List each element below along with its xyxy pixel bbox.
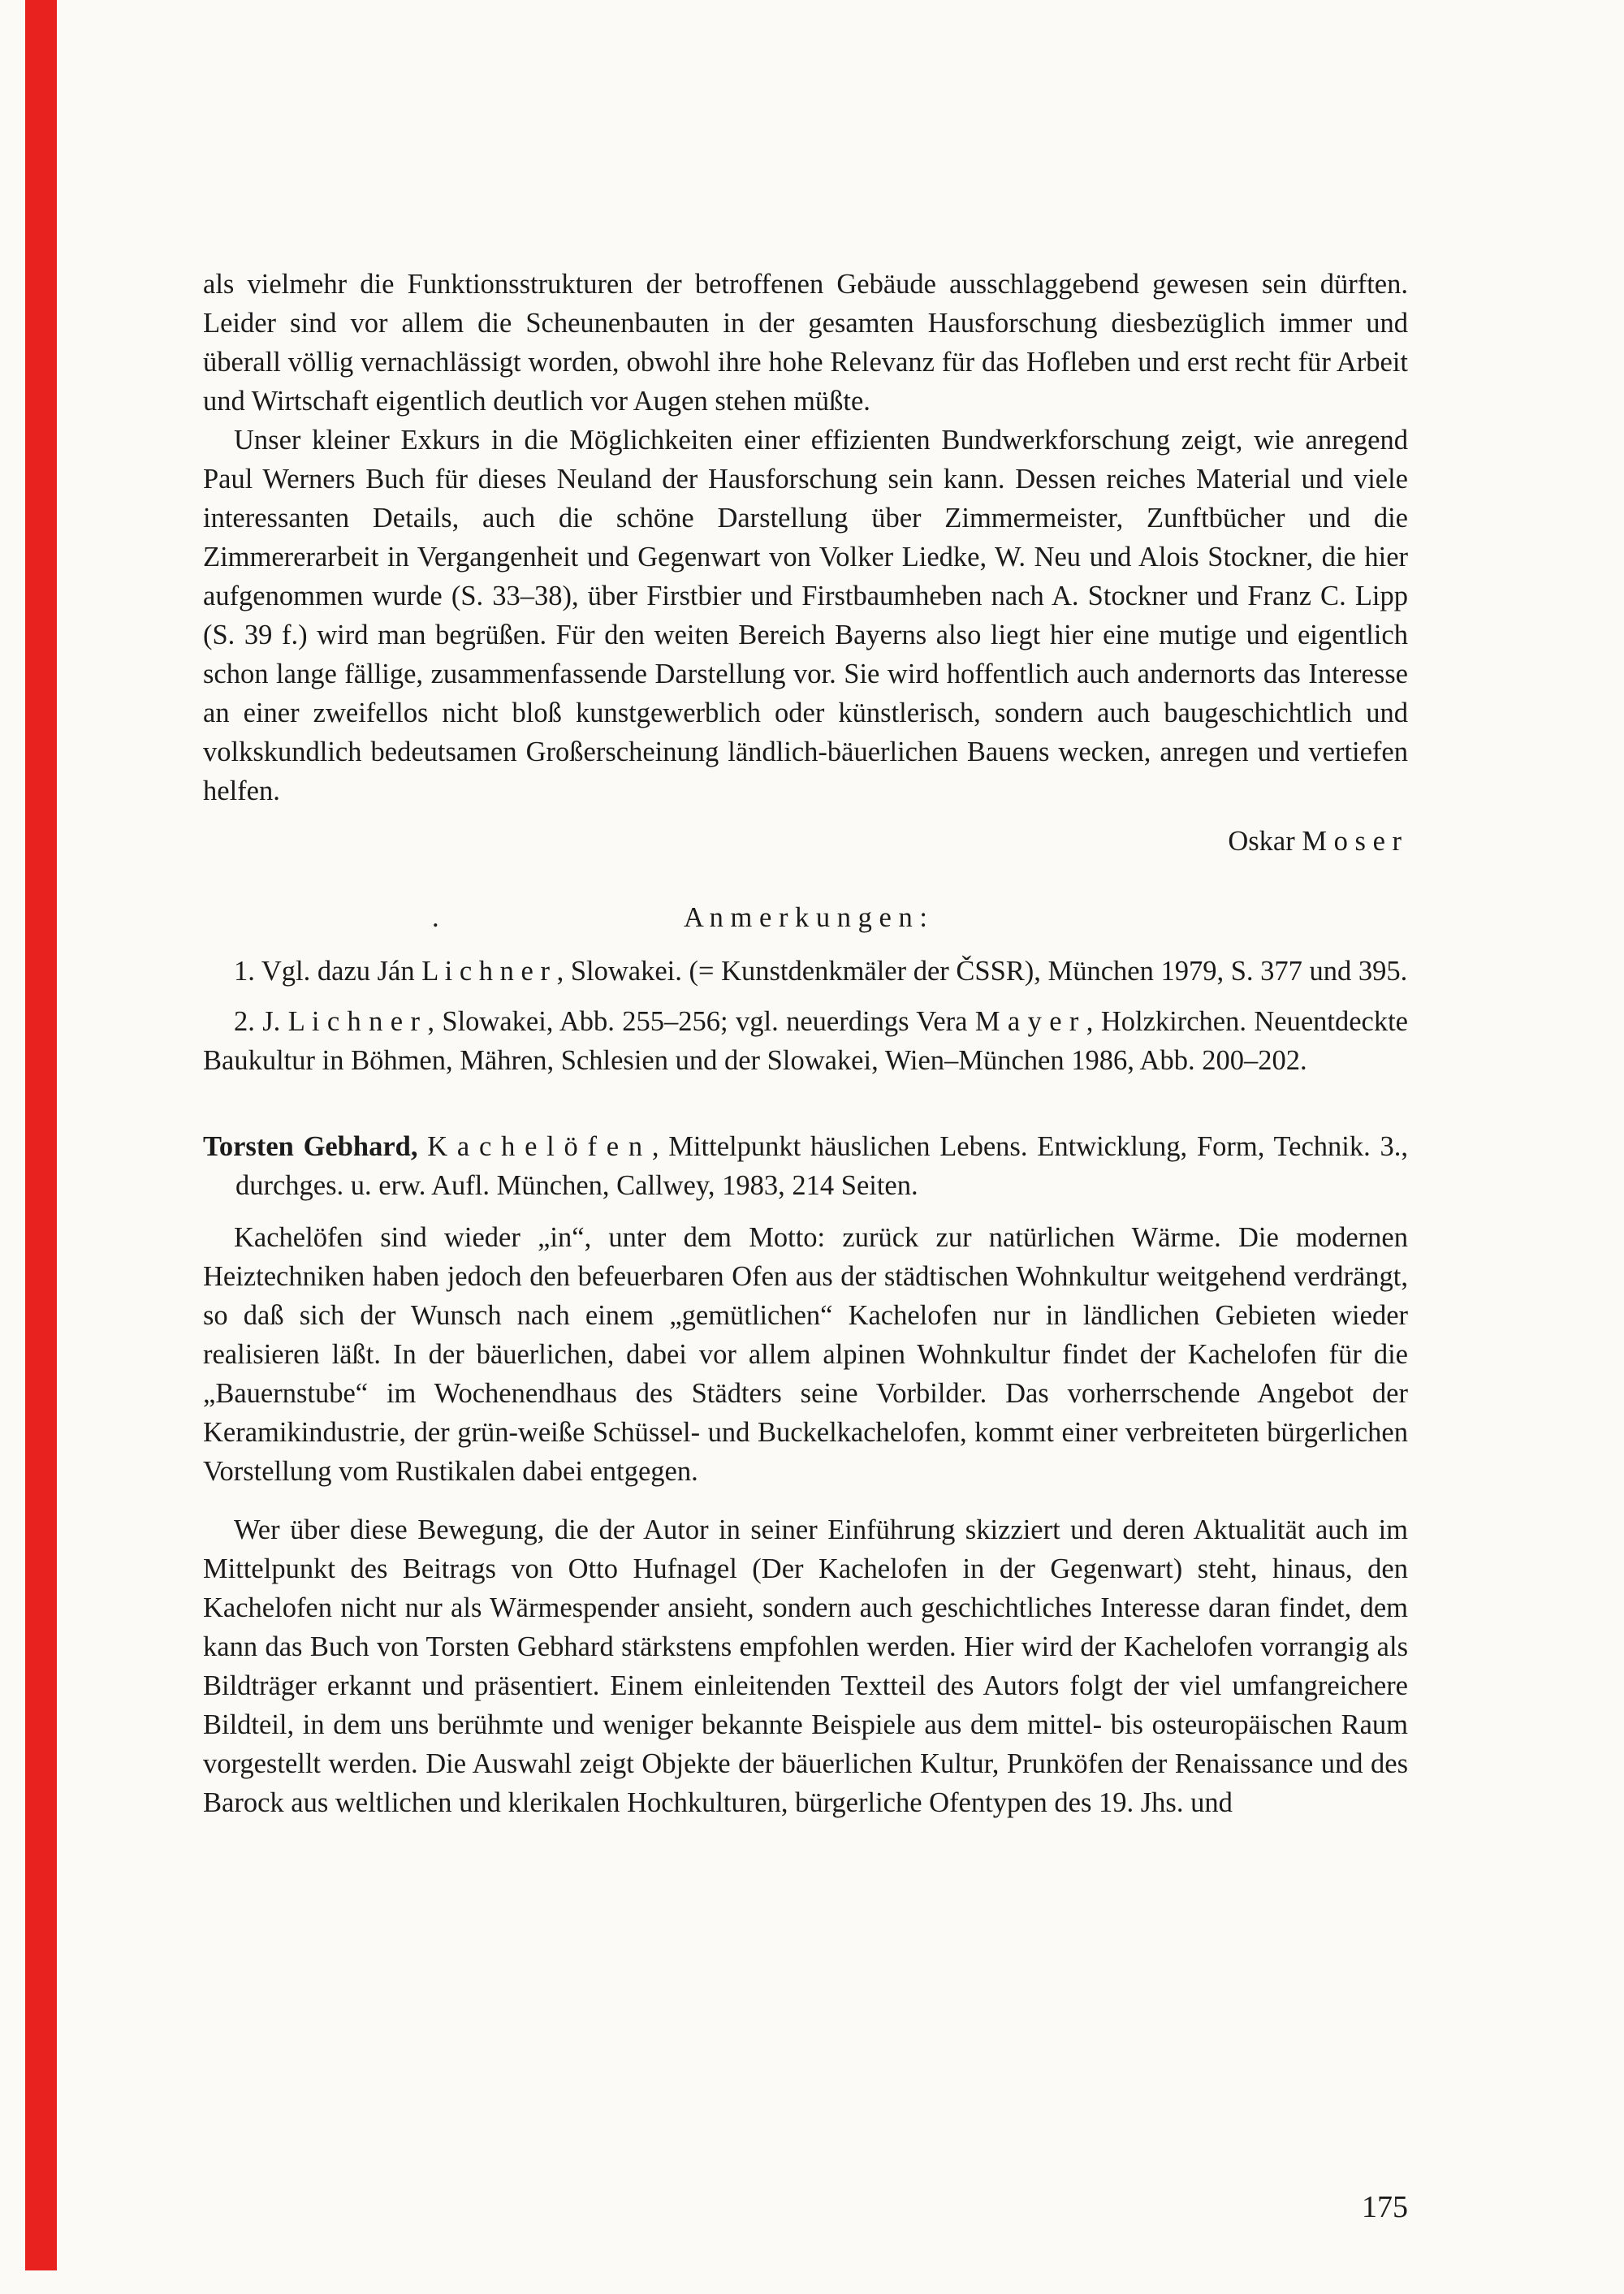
note-item-1: 1. Vgl. dazu Ján L i c h n e r , Slowakei. (= Kunstdenkmäler der ČSSR), München 1979, S. 377 und 395.: [234, 956, 1408, 987]
text-block: [203, 265, 1408, 1822]
notes-heading: A n m e r k u n g e n :: [684, 902, 927, 933]
review-author-name: Torsten Gebhard,: [203, 1131, 418, 1162]
scan-artifact-dot: .: [432, 902, 439, 933]
review-paragraph-1: Kachelöfen sind wieder „in“, unter dem Motto: zurück zur natürlichen Wärme. Die modernen Heiztechniken haben jedoch den befeuerbaren Ofen aus der städtischen Wohnkultur weitgehend verdrängt, so daß sich der Wunsch nach einem „gemütlichen“ Kachelofen nur in ländlichen Gebieten wieder realisieren läßt. In der bäuerlichen, dabei vor allem alpinen Wohnkultur findet der Kachelofen für die „Bauernstube“ im Wochenendhaus des Städters seine Vorbilder. Das vorherrschende Angebot der Keramikindustrie, der grün-weiße Schüssel- und Buckelkachelofen, kommt einer verbreiteten bürgerlichen Vorstellung vom Rustikalen dabei entgegen.: [203, 1222, 1408, 1487]
review-heading: [203, 1127, 1408, 1205]
scan-color-stripe: [25, 0, 57, 2270]
note-item-2: 2. J. L i c h n e r , Slowakei, Abb. 255–256; vgl. neuerdings Vera M a y e r , Holzkirchen. Neuentdeckte Baukultur in Böhmen, Mähren, Schlesien und der Slowakei, Wien–München 1986, Abb. 200–202.: [203, 1006, 1408, 1076]
paragraph-continuation: als vielmehr die Funktionsstrukturen der betroffenen Gebäude ausschlaggebend gewesen sein dürften. Leider sind vor allem die Scheunenbauten in der gesamten Hausforschung diesbezüglich immer und überall völlig vernachlässigt worden, obwohl ihre hohe Relevanz für das Hofleben und erst recht für Arbeit und Wirtschaft eigentlich deutlich vor Augen stehen müßte.: [203, 269, 1408, 417]
review-book-title: K a c h e l ö f e n , Mittelpunkt häuslichen Lebens. Entwicklung, Form, Technik. 3., durchges. u. erw. Aufl. München, Callwey, 1983, 214 Seiten.: [235, 1131, 1408, 1201]
page-number: 175: [1362, 2190, 1408, 2224]
paragraph-exkurs: Unser kleiner Exkurs in die Möglichkeiten einer effizienten Bundwerkforschung zeigt, wie anregend Paul Werners Buch für dieses Neuland der Hausforschung sein kann. Dessen reiches Material und viele interessanten Details, auch die schöne Darstellung über Zimmermeister, Zunftbücher und die Zimmererarbeit in Vergangenheit und Gegenwart von Volker Liedke, W. Neu und Alois Stockner, die hier aufgenommen wurde (S. 33–38), über Firstbier und Firstbaumheben nach A. Stockner und Franz C. Lipp (S. 39 f.) wird man begrüßen. Für den weiten Bereich Bayerns also liegt hier eine mutige und eigentlich schon lange fällige, zusammenfassende Darstellung vor. Sie wird hoffentlich auch andernorts das Interesse an einer zweifellos nicht bloß kunstgewerblich oder künstlerisch, sondern auch baugeschichtlich und volkskundlich bedeutsamen Großerscheinung ländlich-bäuerlichen Bauens wecken, anregen und vertiefen helfen.: [203, 425, 1408, 806]
reviewer-signature: Oskar M o s e r: [1228, 826, 1402, 857]
notes-heading-row: [203, 898, 1408, 937]
review-paragraph-2: Wer über diese Bewegung, die der Autor in seiner Einführung skizziert und deren Aktualität auch im Mittelpunkt des Beitrags von Otto Hufnagel (Der Kachelofen in der Gegenwart) steht, hinaus, den Kachelofen nicht nur als Wärmespender ansieht, sondern auch geschichtliches Interesse daran findet, dem kann das Buch von Torsten Gebhard stärkstens empfohlen werden. Hier wird der Kachelofen vorrangig als Bildträger erkannt und präsentiert. Einem einleitenden Textteil des Autors folgt der viel umfangreichere Bildteil, in dem uns berühmte und weniger bekannte Beispiele aus dem mittel- bis osteuropäischen Raum vorgestellt werden. Die Auswahl zeigt Objekte der bäuerlichen Kultur, Prunköfen der Renaissance und des Barock aus weltlichen und klerikalen Hochkulturen, bürgerliche Ofentypen des 19. Jhs. und: [203, 1514, 1408, 1818]
